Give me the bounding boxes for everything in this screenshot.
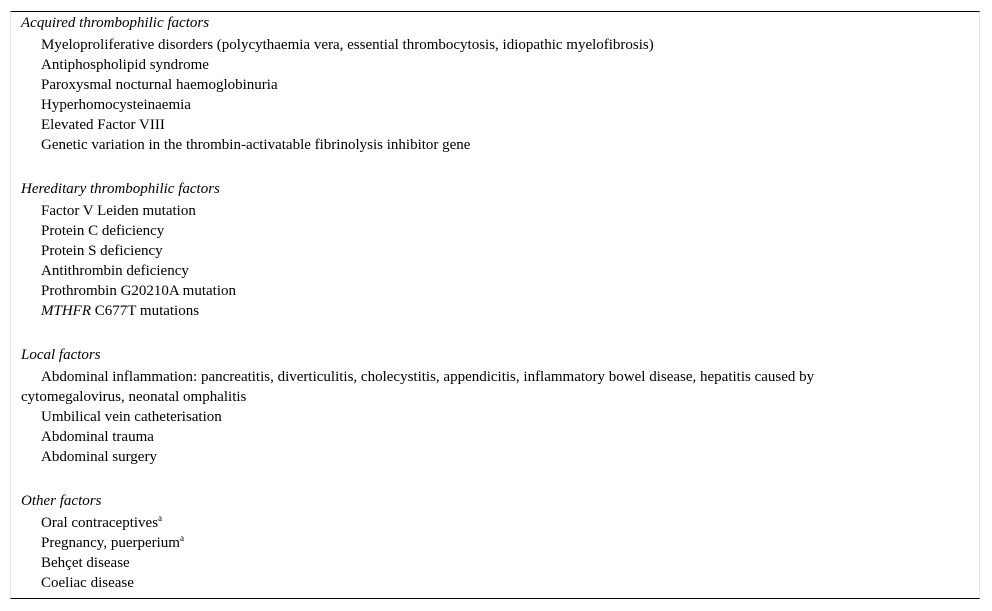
list-item: Coeliac disease — [41, 575, 134, 591]
list-item-text: Oral contraceptives — [41, 515, 159, 531]
section-spacer — [21, 467, 971, 491]
section-acquired — [21, 13, 971, 155]
list-item: Antiphospholipid syndrome — [41, 57, 209, 73]
list-item: Behçet disease — [41, 555, 130, 571]
list-item-mthfr — [21, 301, 971, 321]
section-spacer — [21, 155, 971, 179]
list-item: Antithrombin deficiency — [41, 263, 189, 279]
section-local — [21, 345, 971, 467]
section-spacer — [21, 321, 971, 345]
list-item: Elevated Factor VIII — [41, 117, 165, 133]
list-item: Hyperhomocysteinaemia — [41, 97, 191, 113]
list-item: Genetic variation in the thrombin-activatable fibrinolysis inhibitor gene — [41, 137, 471, 153]
list-item: Prothrombin G20210A mutation — [41, 283, 236, 299]
list-item-text: Pregnancy, puerperium — [41, 535, 180, 551]
list-item — [21, 533, 971, 553]
mutation-text: C677T mutations — [91, 303, 200, 319]
list-item: Umbilical vein catheterisation — [41, 409, 222, 425]
section-heading-other: Other factors — [21, 493, 102, 509]
list-item: Protein S deficiency — [41, 243, 163, 259]
list-item: Abdominal surgery — [41, 449, 157, 465]
footnote-mark: a — [179, 533, 184, 543]
list-item: Abdominal trauma — [41, 429, 154, 445]
list-item: Myeloproliferative disorders (polycythaemia vera, essential thrombocytosis, idiopathic myelofibrosis) — [41, 37, 654, 53]
section-heading-hereditary: Hereditary thrombophilic factors — [21, 181, 220, 197]
gene-name: MTHFR — [41, 303, 91, 319]
section-other — [21, 491, 971, 593]
list-item: Protein C deficiency — [41, 223, 165, 239]
list-item: Paroxysmal nocturnal haemoglobinuria — [41, 77, 278, 93]
section-heading-acquired: Acquired thrombophilic factors — [21, 15, 210, 31]
list-item — [21, 513, 971, 533]
list-item: Abdominal inflammation: pancreatitis, diverticulitis, cholecystitis, appendicitis, inflammatory bowel disease, hepatitis caused by cytomegalovirus, neonatal omphalitis — [21, 369, 815, 405]
footnote-mark: a — [158, 513, 163, 523]
section-hereditary — [21, 179, 971, 321]
section-heading-local: Local factors — [21, 347, 101, 363]
risk-factors-table — [21, 13, 971, 593]
list-item: Factor V Leiden mutation — [41, 203, 196, 219]
